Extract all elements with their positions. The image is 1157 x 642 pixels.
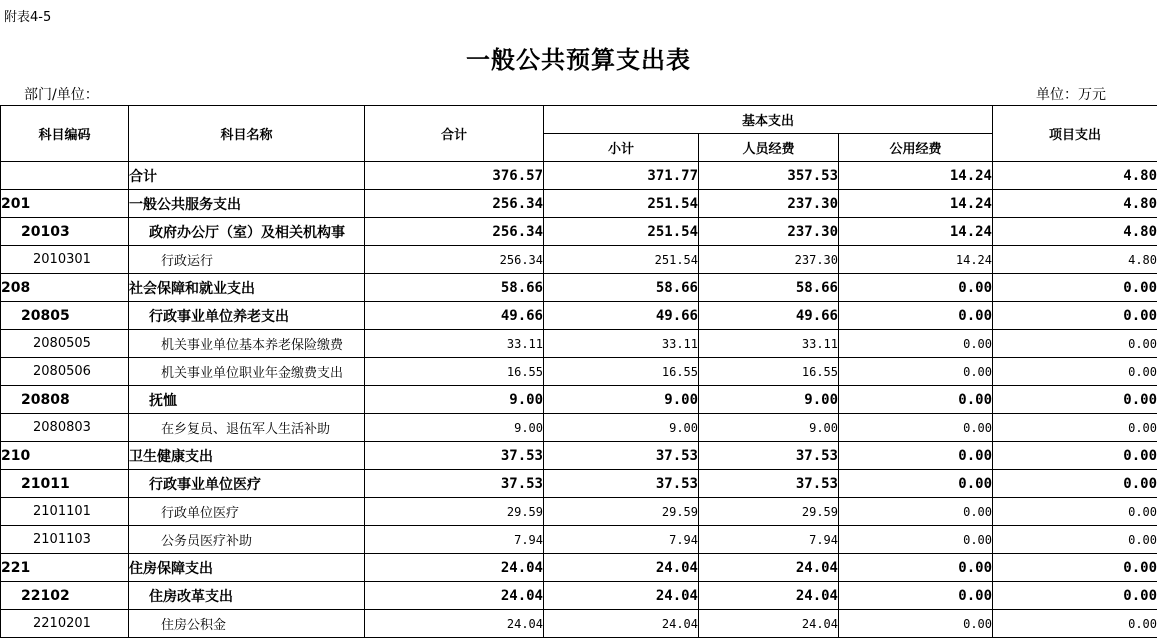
cell-name: 政府办公厅（室）及相关机构事 <box>129 218 365 246</box>
header-total: 合计 <box>365 106 544 162</box>
table-row <box>1 470 1157 498</box>
cell-total: 9.00 <box>365 386 544 414</box>
cell-subtotal: 9.00 <box>544 414 699 442</box>
cell-subtotal: 24.04 <box>544 554 699 582</box>
cell-subtotal: 58.66 <box>544 274 699 302</box>
cell-public: 0.00 <box>839 554 993 582</box>
cell-code: 210 <box>1 442 129 470</box>
cell-public: 0.00 <box>839 358 993 386</box>
cell-code: 2101103 <box>1 526 129 554</box>
cell-code: 208 <box>1 274 129 302</box>
cell-project: 4.80 <box>993 162 1157 190</box>
cell-project: 0.00 <box>993 302 1157 330</box>
cell-personnel: 9.00 <box>699 414 839 442</box>
table-body <box>1 162 1157 638</box>
cell-subtotal: 29.59 <box>544 498 699 526</box>
cell-public: 0.00 <box>839 386 993 414</box>
cell-public: 0.00 <box>839 414 993 442</box>
cell-name: 卫生健康支出 <box>129 442 365 470</box>
cell-personnel: 24.04 <box>699 610 839 638</box>
table-row <box>1 358 1157 386</box>
cell-code: 2080506 <box>1 358 129 386</box>
cell-code <box>1 162 129 190</box>
cell-code: 20808 <box>1 386 129 414</box>
cell-personnel: 24.04 <box>699 554 839 582</box>
cell-public: 14.24 <box>839 162 993 190</box>
table-row <box>1 218 1157 246</box>
cell-public: 0.00 <box>839 302 993 330</box>
cell-public: 14.24 <box>839 190 993 218</box>
cell-total: 24.04 <box>365 582 544 610</box>
cell-total: 376.57 <box>365 162 544 190</box>
cell-total: 29.59 <box>365 498 544 526</box>
cell-total: 58.66 <box>365 274 544 302</box>
cell-project: 0.00 <box>993 610 1157 638</box>
table-row <box>1 302 1157 330</box>
cell-code: 2210201 <box>1 610 129 638</box>
cell-name: 行政事业单位医疗 <box>129 470 365 498</box>
cell-total: 16.55 <box>365 358 544 386</box>
cell-public: 0.00 <box>839 274 993 302</box>
cell-public: 0.00 <box>839 610 993 638</box>
cell-code: 2080505 <box>1 330 129 358</box>
cell-personnel: 29.59 <box>699 498 839 526</box>
cell-code: 20103 <box>1 218 129 246</box>
page-title: 一般公共预算支出表 <box>466 45 691 74</box>
table-row <box>1 526 1157 554</box>
cell-name: 住房保障支出 <box>129 554 365 582</box>
cell-project: 4.80 <box>993 246 1157 274</box>
table-row <box>1 190 1157 218</box>
cell-name: 公务员医疗补助 <box>129 526 365 554</box>
cell-public: 14.24 <box>839 246 993 274</box>
table-row <box>1 162 1157 190</box>
cell-project: 4.80 <box>993 218 1157 246</box>
cell-code: 221 <box>1 554 129 582</box>
cell-total: 7.94 <box>365 526 544 554</box>
cell-project: 0.00 <box>993 582 1157 610</box>
cell-name: 社会保障和就业支出 <box>129 274 365 302</box>
cell-public: 0.00 <box>839 526 993 554</box>
header-basic-expenditure: 基本支出 <box>544 106 993 134</box>
table-row <box>1 274 1157 302</box>
cell-project: 0.00 <box>993 442 1157 470</box>
cell-personnel: 24.04 <box>699 582 839 610</box>
cell-name: 行政运行 <box>129 246 365 274</box>
cell-personnel: 33.11 <box>699 330 839 358</box>
cell-personnel: 9.00 <box>699 386 839 414</box>
header-personnel: 人员经费 <box>699 134 839 162</box>
cell-name: 机关事业单位职业年金缴费支出 <box>129 358 365 386</box>
header-project-expenditure: 项目支出 <box>993 106 1157 162</box>
header-public: 公用经费 <box>839 134 993 162</box>
cell-name: 住房公积金 <box>129 610 365 638</box>
cell-personnel: 7.94 <box>699 526 839 554</box>
cell-code: 201 <box>1 190 129 218</box>
cell-name: 行政单位医疗 <box>129 498 365 526</box>
cell-subtotal: 7.94 <box>544 526 699 554</box>
table-row <box>1 330 1157 358</box>
cell-subtotal: 24.04 <box>544 610 699 638</box>
cell-name: 抚恤 <box>129 386 365 414</box>
cell-name: 在乡复员、退伍军人生活补助 <box>129 414 365 442</box>
cell-personnel: 49.66 <box>699 302 839 330</box>
table-row <box>1 246 1157 274</box>
table-row <box>1 442 1157 470</box>
cell-personnel: 37.53 <box>699 470 839 498</box>
cell-public: 0.00 <box>839 498 993 526</box>
cell-subtotal: 9.00 <box>544 386 699 414</box>
cell-project: 0.00 <box>993 470 1157 498</box>
cell-code: 20805 <box>1 302 129 330</box>
annex-label: 附表4-5 <box>4 10 52 25</box>
cell-personnel: 58.66 <box>699 274 839 302</box>
cell-public: 0.00 <box>839 330 993 358</box>
cell-name: 合计 <box>129 162 365 190</box>
cell-project: 0.00 <box>993 358 1157 386</box>
cell-total: 49.66 <box>365 302 544 330</box>
cell-code: 21011 <box>1 470 129 498</box>
header-name: 科目名称 <box>129 106 365 162</box>
cell-project: 0.00 <box>993 330 1157 358</box>
cell-subtotal: 33.11 <box>544 330 699 358</box>
department-label: 部门/单位： <box>24 87 99 103</box>
cell-personnel: 16.55 <box>699 358 839 386</box>
cell-project: 4.80 <box>993 190 1157 218</box>
cell-public: 0.00 <box>839 470 993 498</box>
cell-personnel: 357.53 <box>699 162 839 190</box>
cell-project: 0.00 <box>993 554 1157 582</box>
cell-code: 2101101 <box>1 498 129 526</box>
cell-project: 0.00 <box>993 526 1157 554</box>
cell-personnel: 237.30 <box>699 190 839 218</box>
cell-subtotal: 251.54 <box>544 218 699 246</box>
header-row-top <box>1 106 1157 134</box>
cell-code: 2080803 <box>1 414 129 442</box>
cell-name: 住房改革支出 <box>129 582 365 610</box>
cell-total: 37.53 <box>365 442 544 470</box>
cell-personnel: 237.30 <box>699 218 839 246</box>
cell-subtotal: 24.04 <box>544 582 699 610</box>
cell-total: 256.34 <box>365 190 544 218</box>
table-row <box>1 554 1157 582</box>
cell-project: 0.00 <box>993 498 1157 526</box>
cell-subtotal: 251.54 <box>544 190 699 218</box>
cell-code: 2010301 <box>1 246 129 274</box>
table-row <box>1 414 1157 442</box>
cell-total: 24.04 <box>365 610 544 638</box>
cell-name: 机关事业单位基本养老保险缴费 <box>129 330 365 358</box>
table-row <box>1 582 1157 610</box>
cell-project: 0.00 <box>993 274 1157 302</box>
cell-project: 0.00 <box>993 414 1157 442</box>
cell-public: 0.00 <box>839 582 993 610</box>
cell-name: 一般公共服务支出 <box>129 190 365 218</box>
unit-label: 单位：万元 <box>1036 87 1106 103</box>
cell-total: 9.00 <box>365 414 544 442</box>
cell-public: 14.24 <box>839 218 993 246</box>
cell-total: 24.04 <box>365 554 544 582</box>
cell-subtotal: 371.77 <box>544 162 699 190</box>
header-subtotal: 小计 <box>544 134 699 162</box>
cell-project: 0.00 <box>993 386 1157 414</box>
table-row <box>1 498 1157 526</box>
cell-personnel: 237.30 <box>699 246 839 274</box>
cell-subtotal: 37.53 <box>544 470 699 498</box>
header-code: 科目编码 <box>1 106 129 162</box>
cell-subtotal: 49.66 <box>544 302 699 330</box>
table-row <box>1 610 1157 638</box>
budget-table <box>0 105 1157 638</box>
cell-public: 0.00 <box>839 442 993 470</box>
cell-total: 256.34 <box>365 218 544 246</box>
cell-subtotal: 251.54 <box>544 246 699 274</box>
cell-personnel: 37.53 <box>699 442 839 470</box>
cell-name: 行政事业单位养老支出 <box>129 302 365 330</box>
cell-total: 256.34 <box>365 246 544 274</box>
cell-total: 33.11 <box>365 330 544 358</box>
cell-subtotal: 37.53 <box>544 442 699 470</box>
cell-code: 22102 <box>1 582 129 610</box>
cell-subtotal: 16.55 <box>544 358 699 386</box>
cell-total: 37.53 <box>365 470 544 498</box>
table-row <box>1 386 1157 414</box>
